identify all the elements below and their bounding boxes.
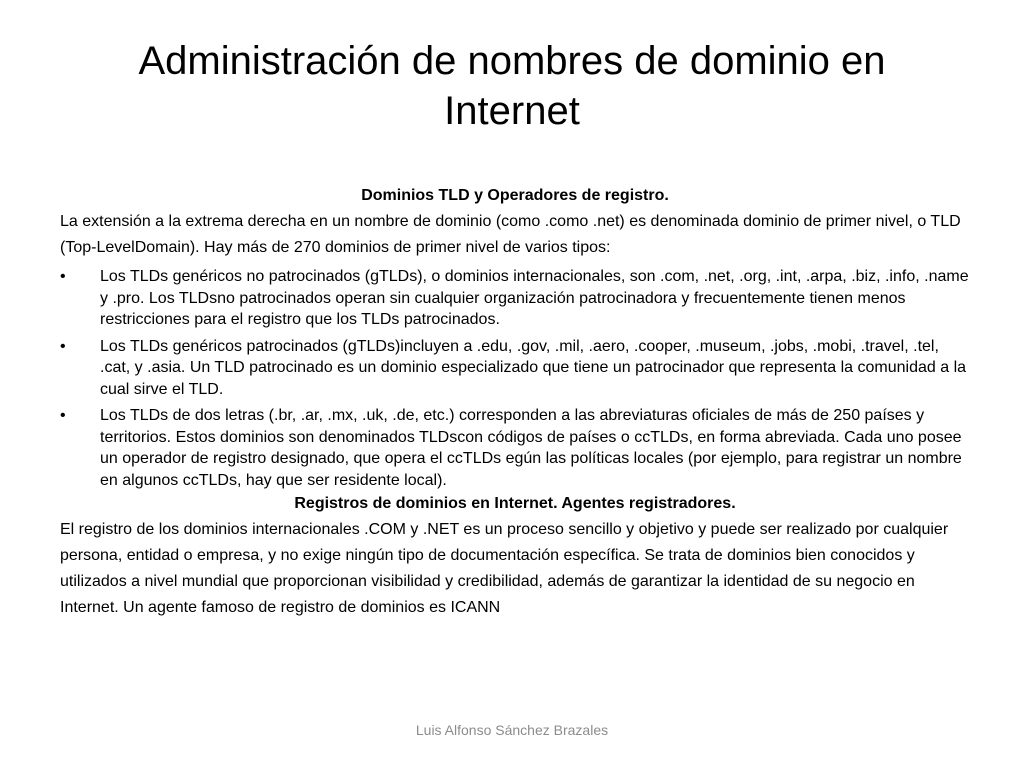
bullet-icon: • bbox=[60, 407, 66, 424]
slide-content bbox=[60, 183, 970, 621]
tld-bullet-list bbox=[60, 266, 970, 491]
list-item bbox=[60, 266, 970, 331]
bullet-icon: • bbox=[60, 268, 66, 285]
section-heading-tld: Dominios TLD y Operadores de registro. bbox=[361, 187, 669, 204]
list-item bbox=[60, 405, 970, 491]
list-item bbox=[60, 336, 970, 401]
bullet-text: Los TLDs de dos letras (.br, .ar, .mx, .uk, .de, etc.) corresponden a las abreviaturas oficiales de más de 250 países y territorios. Estos dominios son denominados TLDscon códigos de países o ccTLDs, en forma abreviada. Cada uno posee un operador de registro designado, que opera el ccTLDs egún las políticas locales (por ejemplo, para registrar un nombre en algunos ccTLDs, hay que ser residente local). bbox=[100, 407, 962, 489]
slide-title: Administración de nombres de dominio en Internet bbox=[138, 39, 886, 133]
section-body-registros: El registro de los dominios internacionales .COM y .NET es un proceso sencillo y objetivo y puede ser realizado por cualquier persona, entidad o empresa, y no exige ningún tipo de documentación específica. Se trata de dominios bien conocidos y utilizados a nivel mundial que proporcionan visibilidad y credibilidad, además de garantizar la identidad de su negocio en Internet. Un agente famoso de registro de dominios es ICANN bbox=[60, 521, 949, 616]
bullet-icon: • bbox=[60, 337, 66, 355]
section-intro-tld: La extensión a la extrema derecha en un nombre de dominio (como .como .net) es denominada dominio de primer nivel, o TLD (Top-LevelDomain). Hay más de 270 dominios de primer nivel de varios tipos: bbox=[60, 213, 961, 256]
slide-footer-author: Luis Alfonso Sánchez Brazales bbox=[415, 722, 609, 738]
bullet-text: Los TLDs genéricos patrocinados (gTLDs)incluyen a .edu, .gov, .mil, .aero, .cooper, .museum, .jobs, .mobi, .travel, .tel, .cat, y .asia. Un TLD patrocinado es un dominio especializado que tiene un patrocinador que representa la comunidad a la cual sirve el TLD. bbox=[100, 337, 967, 398]
bullet-text: Los TLDs genéricos no patrocinados (gTLDs), o dominios internacionales, son .com, .net, .org, .int, .arpa, .biz, .info, .name y .pro. Los TLDsno patrocinados operan sin cualquier organización patrocinadora y frecuentemente tienen menos restricciones para el registro que los TLDs patrocinados. bbox=[100, 268, 969, 328]
section-heading-registros: Registros de dominios en Internet. Agentes registradores. bbox=[294, 495, 736, 512]
